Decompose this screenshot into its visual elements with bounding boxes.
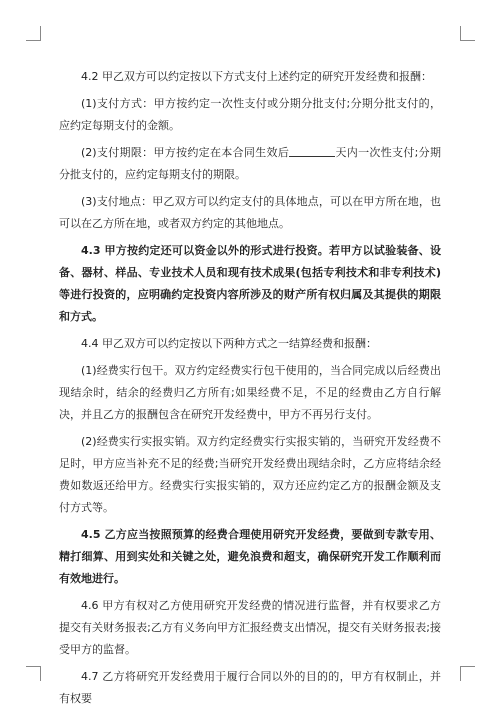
crop-mark-bottom-left <box>26 666 41 681</box>
crop-mark-top-left <box>26 26 41 41</box>
clause-4-2-3-payment-place: (3)支付地点：甲乙双方可以约定支付的具体地点，可以在甲方所在地，也可以在乙方所在地，或者双方约定的其他地点。 <box>59 195 441 230</box>
clause-4-4-1-lump-sum: (1)经费实行包干。双方约定经费实行包干使用的，当合同完成以后经费出现结余时，结余的经费归乙方所有;如果经费不足，不足的经费由乙方自行解决，并且乙方的报酬包含在研究开发经费中，甲方不再另行支付。 <box>59 364 441 421</box>
document-body <box>59 66 441 715</box>
clause-4-2-2-payment-term <box>59 142 441 186</box>
payment-term-text-after: 天内一次性支付;分期分批支付的，应约定每期支付的期限。 <box>59 146 441 181</box>
clause-4-6: 4.6 甲方有权对乙方使用研究开发经费的情况进行监督，并有权要求乙方提交有关财务报表;乙方有义务向甲方汇报经费支出情况，提交有关财务报表;接受甲方的监督。 <box>59 599 441 656</box>
clause-4-2-1-payment-method: (1)支付方式：甲方按约定一次性支付或分期分批支付;分期分批支付的，应约定每期支付的金额。 <box>59 97 441 132</box>
clause-4-4-2-actual-cost: (2)经费实行实报实销。双方约定经费实行实报实销的，当研究开发经费不足时，甲方应当补充不足的经费;当研究开发经费出现结余时，乙方应将结余经费如数返还给甲方。经费实行实报实销的，双方还应约定乙方的报酬金额及支付方式等。 <box>59 435 441 514</box>
clause-4-5: 4.5 乙方应当按照预算的经费合理使用研究开发经费，要做到专款专用、精打细算、用到实处和关键之处，避免浪费和超支，确保研究开发工作顺利而有效地进行。 <box>59 528 441 585</box>
crop-mark-bottom-right <box>460 666 475 681</box>
clause-4-7: 4.7 乙方将研究开发经费用于履行合同以外的目的的，甲方有权制止，并有权要 <box>59 670 441 705</box>
crop-mark-top-right <box>460 26 475 41</box>
payment-term-text-before: (2)支付期限：甲方按约定在本合同生效后 <box>81 146 290 159</box>
clause-4-3: 4.3 甲方按约定还可以资金以外的形式进行投资。若甲方以试验装备、设备、器材、样品、专业技术人员和现有技术成果(包括专利技术和非专利技术)等进行投资的，应明确约定投资内容所涉及的财产所有权归属及其提供的期限和方式。 <box>59 244 441 323</box>
days-blank-field[interactable] <box>289 144 335 157</box>
clause-4-4: 4.4 甲乙双方可以约定按以下两种方式之一结算经费和报酬： <box>81 337 377 350</box>
clause-4-2: 4.2 甲乙双方可以约定按以下方式支付上述约定的研究开发经费和报酬： <box>81 70 432 83</box>
